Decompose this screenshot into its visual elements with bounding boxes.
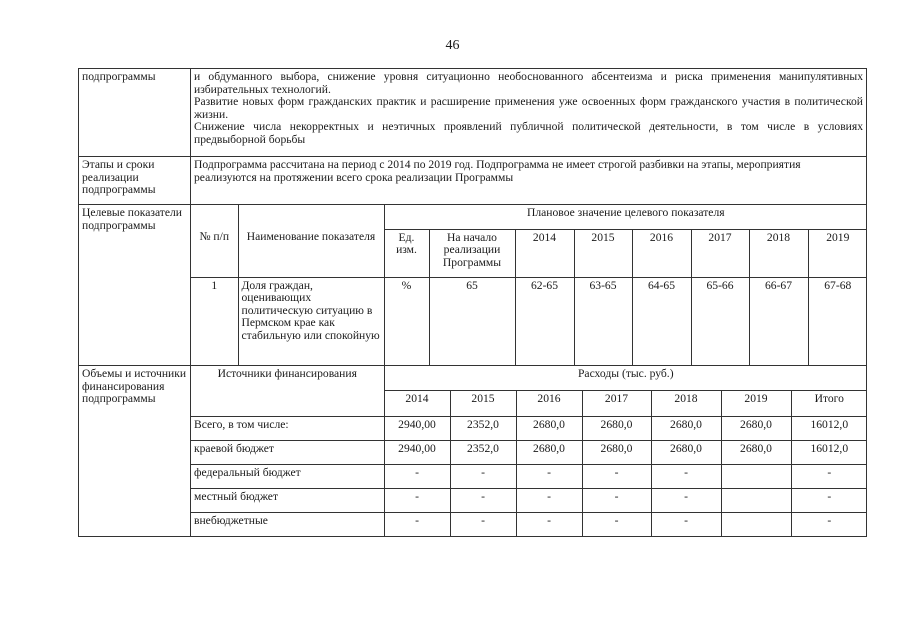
row-label: Объемы и источники финансирования подпрограммы <box>79 366 191 537</box>
expense-value: - <box>582 512 651 536</box>
expense-value: - <box>516 512 582 536</box>
year-header: 2017 <box>582 390 651 416</box>
indicator-value: 63-65 <box>574 277 632 365</box>
start-header: На начало реализации Программы <box>429 229 515 277</box>
unit-header: Ед. изм. <box>384 229 429 277</box>
spacer-cell <box>191 205 238 229</box>
indicator-data-row <box>191 277 867 365</box>
expense-value <box>721 488 791 512</box>
expense-value: 2680,0 <box>516 440 582 464</box>
indicator-value: 67-68 <box>808 277 867 365</box>
source-name: Всего, в том числе: <box>191 416 384 440</box>
indicators-table <box>191 205 867 365</box>
indicator-name-header: Наименование показателя <box>238 229 384 277</box>
source-name: местный бюджет <box>191 488 384 512</box>
year-header: 2018 <box>651 390 721 416</box>
page-number: 46 <box>445 38 460 53</box>
year-header: 2019 <box>721 390 791 416</box>
indicators-cell <box>191 205 867 366</box>
expense-value: 2940,00 <box>384 440 450 464</box>
financing-table <box>191 366 867 536</box>
source-name: краевой бюджет <box>191 440 384 464</box>
indicator-value: 66-67 <box>749 277 808 365</box>
stages-row <box>79 157 867 205</box>
indicator-unit: % <box>384 277 429 365</box>
expense-value: - <box>450 464 516 488</box>
financing-data-row <box>191 416 867 440</box>
expense-value: 16012,0 <box>791 416 867 440</box>
expense-value: 2352,0 <box>450 416 516 440</box>
expense-value: - <box>516 488 582 512</box>
spacer-cell <box>191 390 384 416</box>
year-header: 2015 <box>450 390 516 416</box>
row-label: подпрограммы <box>79 69 191 157</box>
expenses-header: Расходы (тыс. руб.) <box>384 366 867 390</box>
expense-value: - <box>516 464 582 488</box>
source-name: внебюджетные <box>191 512 384 536</box>
financing-data-row <box>191 440 867 464</box>
expense-value: 2680,0 <box>582 440 651 464</box>
expense-value: - <box>791 488 867 512</box>
indicators-row <box>79 205 867 366</box>
expense-value: 16012,0 <box>791 440 867 464</box>
indicator-name: Доля граждан, оценивающих политическую ситуацию в Пермском крае как стабильную или спокойную <box>238 277 384 365</box>
total-header: Итого <box>791 390 867 416</box>
financing-data-row <box>191 464 867 488</box>
expense-value: 2680,0 <box>651 440 721 464</box>
financing-cell <box>191 366 867 537</box>
expense-value: - <box>791 464 867 488</box>
financing-data-row <box>191 512 867 536</box>
spacer-cell <box>238 205 384 229</box>
paragraph: и обдуманного выбора, снижение уровня ситуационно необоснованного абсентеизма и риска применения манипулятивных избирательных технологий. <box>194 70 863 96</box>
year-header: 2018 <box>749 229 808 277</box>
year-header: 2014 <box>384 390 450 416</box>
planned-values-header: Плановое значение целевого показателя <box>384 205 867 229</box>
expense-value: 2680,0 <box>516 416 582 440</box>
passport-table <box>78 68 867 537</box>
expense-value: 2940,00 <box>384 416 450 440</box>
expense-value <box>721 464 791 488</box>
expense-value: - <box>450 512 516 536</box>
year-header: 2017 <box>691 229 749 277</box>
indicator-number: 1 <box>191 277 238 365</box>
goals-row <box>79 69 867 157</box>
year-header: 2016 <box>516 390 582 416</box>
expense-value: - <box>450 488 516 512</box>
expense-value: - <box>651 512 721 536</box>
paragraph: Развитие новых форм гражданских практик и расширение применения уже освоенных форм гражданского участия в политической жизни. <box>194 95 863 121</box>
expected-results-cell <box>191 69 867 157</box>
indicator-value: 65-66 <box>691 277 749 365</box>
expense-value: 2680,0 <box>582 416 651 440</box>
stages-text: Подпрограмма рассчитана на период с 2014 по 2019 год. Подпрограмма не имеет строгой разбивки на этапы, мероприятия реализуются на протяжении всего срока реализации Программы <box>191 157 867 205</box>
indicator-value: 64-65 <box>632 277 691 365</box>
expense-value: 2680,0 <box>721 416 791 440</box>
paragraph: Снижение числа некорректных и неэтичных проявлений публичной политической деятельности, в том числе в условиях предвыборной борьбы <box>194 120 863 146</box>
financing-row <box>79 366 867 537</box>
expense-value: 2680,0 <box>721 440 791 464</box>
source-header: Источники финансирования <box>191 366 384 390</box>
expense-value: 2680,0 <box>651 416 721 440</box>
expense-value: - <box>582 464 651 488</box>
expense-value: - <box>384 488 450 512</box>
year-header: 2016 <box>632 229 691 277</box>
expense-value: - <box>384 464 450 488</box>
year-header: 2014 <box>515 229 574 277</box>
expense-value: 2352,0 <box>450 440 516 464</box>
row-label: Целевые показатели подпрограммы <box>79 205 191 366</box>
expense-value <box>721 512 791 536</box>
year-header: 2015 <box>574 229 632 277</box>
year-header: 2019 <box>808 229 867 277</box>
expense-value: - <box>651 464 721 488</box>
indicator-value: 62-65 <box>515 277 574 365</box>
indicator-start-value: 65 <box>429 277 515 365</box>
number-header: № п/п <box>191 229 238 277</box>
expense-value: - <box>384 512 450 536</box>
expense-value: - <box>651 488 721 512</box>
source-name: федеральный бюджет <box>191 464 384 488</box>
expense-value: - <box>582 488 651 512</box>
expense-value: - <box>791 512 867 536</box>
financing-data-row <box>191 488 867 512</box>
row-label: Этапы и сроки реализации подпрограммы <box>79 157 191 205</box>
